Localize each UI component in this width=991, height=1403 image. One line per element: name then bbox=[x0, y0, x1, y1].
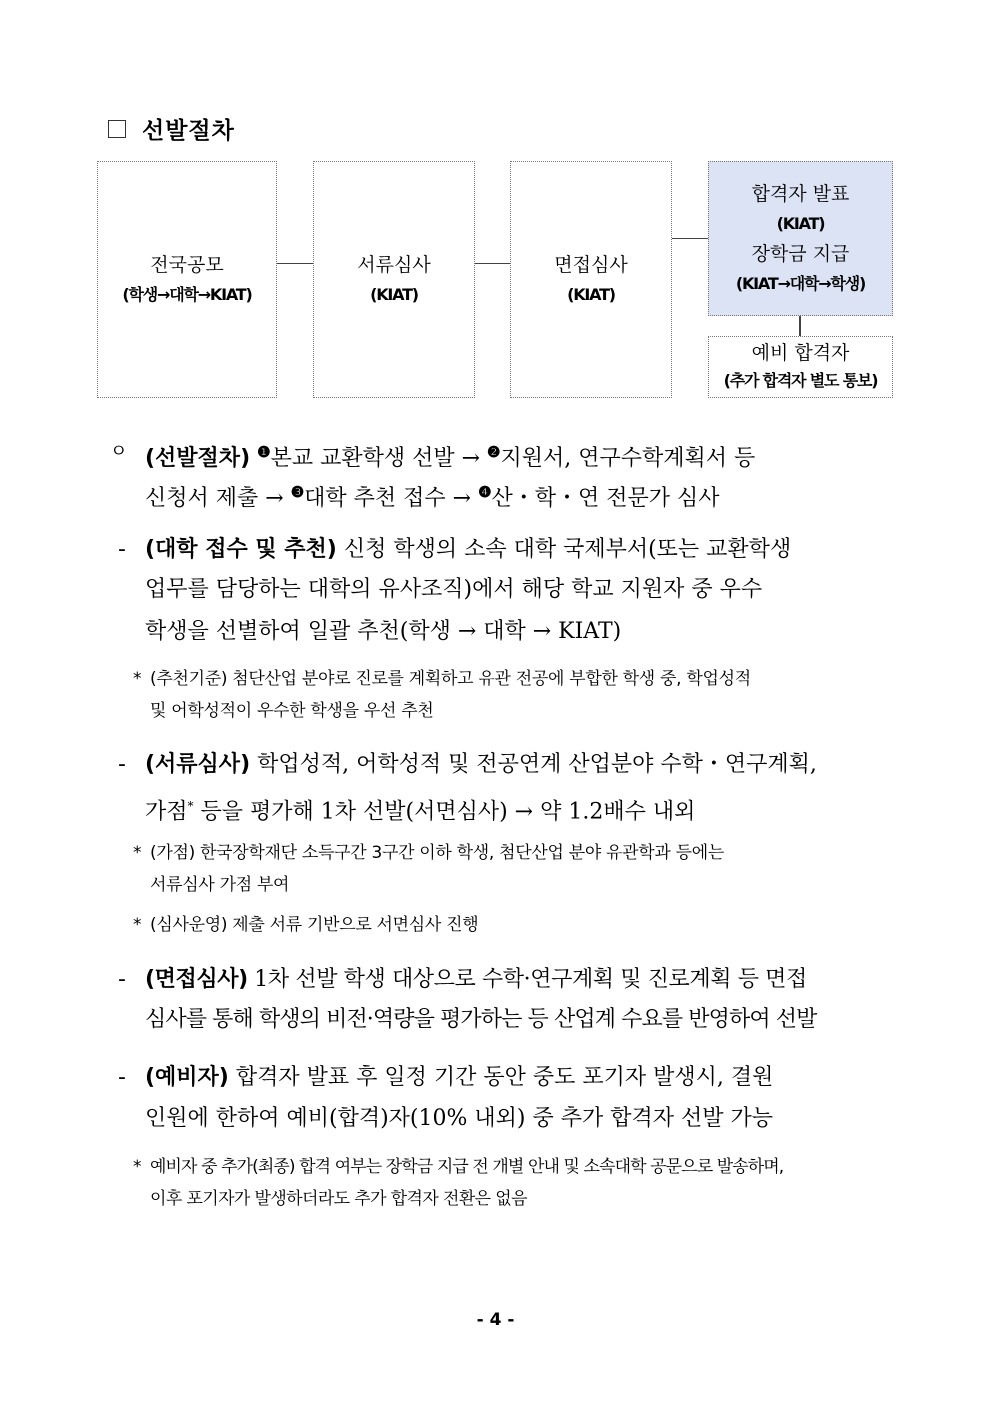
flow-box-announcement bbox=[708, 161, 893, 316]
note-marker: * bbox=[133, 843, 142, 863]
flow-box-sub: (KIAT) bbox=[370, 284, 418, 304]
flow-box-title: 합격자 발표 bbox=[751, 182, 850, 205]
note-marker: * bbox=[133, 1157, 142, 1177]
dash-bullet: - bbox=[118, 967, 126, 992]
item-label: (서류심사) bbox=[145, 752, 251, 777]
item-text: 등을 평가해 1차 선발(서면심사) → 약 1.2배수 내외 bbox=[193, 799, 696, 825]
section-title: 선발절차 bbox=[142, 118, 235, 144]
step-text: 산・학・연 전문가 심사 bbox=[491, 486, 720, 511]
connector-line bbox=[799, 316, 801, 336]
item-line bbox=[145, 745, 897, 785]
item-label: (대학 접수 및 추천) bbox=[145, 537, 337, 562]
flow-box-sub: (KIAT) bbox=[567, 284, 615, 304]
item-line bbox=[145, 960, 897, 1000]
step-text: 지원서, 연구수학계획서 등 bbox=[500, 446, 756, 471]
flow-box-sub: (KIAT→대학→학생) bbox=[735, 273, 866, 293]
main-bullet-label: (선발절차) bbox=[145, 446, 251, 471]
note-line: (심사운영) 제출 서류 기반으로 서면심사 진행 bbox=[150, 915, 479, 935]
flow-box-title: 서류심사 bbox=[357, 253, 431, 276]
dash-bullet: - bbox=[118, 1065, 126, 1090]
flow-box-reserve bbox=[708, 336, 893, 398]
step-number-3: ❸ bbox=[290, 483, 305, 501]
connector-line bbox=[672, 238, 708, 239]
item-text: 학업성적, 어학성적 및 전공연계 산업분야 수학・연구계획, bbox=[250, 752, 817, 777]
flow-box-title: 전국공모 bbox=[150, 253, 224, 276]
flow-box-title: 장학금 지급 bbox=[751, 242, 850, 265]
arrow-icon: → bbox=[265, 486, 284, 511]
connector-line bbox=[475, 263, 510, 264]
section-heading bbox=[108, 112, 235, 145]
connector-line bbox=[277, 263, 313, 264]
note-line: (가점) 한국장학재단 소득구간 3구간 이하 학생, 첨단산업 분야 유관학과 등에는 bbox=[150, 843, 725, 863]
flow-box-title: 면접심사 bbox=[554, 253, 628, 276]
item-text: 1차 선발 학생 대상으로 수학·연구계획 및 진로계획 등 면접 bbox=[247, 967, 807, 992]
item-line: 업무를 담당하는 대학의 유사조직)에서 해당 학교 지원자 중 우수 bbox=[145, 577, 763, 602]
dash-bullet: - bbox=[118, 752, 126, 777]
step-number-1: ❶ bbox=[257, 443, 271, 461]
step-text: 대학 추천 접수 bbox=[304, 486, 446, 511]
note-line: (추천기준) 첨단산업 분야로 진로를 계획하고 유관 전공에 부합한 학생 중, 학업성적 bbox=[150, 669, 751, 689]
item-line: 심사를 통해 학생의 비전·역량을 평가하는 등 산업계 수요를 반영하여 선발 bbox=[145, 1007, 817, 1032]
item-text: 신청 학생의 소속 대학 국제부서(또는 교환학생 bbox=[336, 537, 792, 562]
step-number-4: ❹ bbox=[478, 483, 492, 501]
item-line bbox=[145, 786, 897, 832]
item-text: 가점 bbox=[145, 799, 188, 825]
arrow-icon: → bbox=[461, 446, 481, 471]
page-number: - 4 - bbox=[476, 1310, 515, 1330]
item-text: 합격자 발표 후 일정 기간 동안 중도 포기자 발생시, 결원 bbox=[228, 1065, 774, 1090]
item-label: (면접심사) bbox=[145, 967, 248, 992]
flow-box-sub: (학생→대학→KIAT) bbox=[122, 284, 252, 304]
item-line: 인원에 한하여 예비(합격)자(10% 내외) 중 추가 합격자 선발 가능 bbox=[145, 1106, 773, 1131]
footnote-marker: * bbox=[187, 799, 194, 813]
step-text: 본교 교환학생 선발 bbox=[270, 446, 455, 471]
item-line bbox=[145, 1058, 897, 1098]
flow-box-public-recruitment bbox=[97, 161, 277, 398]
square-bullet-icon bbox=[108, 120, 126, 138]
note-line: 서류심사 가점 부여 bbox=[150, 875, 290, 895]
step-text: 신청서 제출 bbox=[145, 486, 259, 511]
step-number-2: ❷ bbox=[487, 443, 501, 461]
flow-box-sub: (추가 합격자 별도 통보) bbox=[723, 371, 878, 390]
flow-box-title: 예비 합격자 bbox=[751, 342, 850, 364]
note-line: 이후 포기자가 발생하더라도 추가 합격자 전환은 없음 bbox=[150, 1189, 527, 1209]
circle-bullet-icon: ㅇ bbox=[110, 441, 128, 462]
item-line bbox=[145, 530, 897, 570]
note-marker: * bbox=[133, 915, 142, 935]
note-marker: * bbox=[133, 669, 142, 689]
note-line: 예비자 중 추가(최종) 합격 여부는 장학금 지급 전 개별 안내 및 소속대학 공문으로 발송하며, bbox=[150, 1157, 784, 1177]
main-bullet-line-2 bbox=[145, 472, 897, 519]
dash-bullet: - bbox=[118, 537, 126, 562]
item-line: 학생을 선별하여 일괄 추천(학생 → 대학 → KIAT) bbox=[145, 619, 622, 644]
item-label: (예비자) bbox=[145, 1065, 229, 1090]
flow-box-interview bbox=[510, 161, 672, 398]
note-line: 및 어학성적이 우수한 학생을 우선 추천 bbox=[150, 701, 434, 721]
arrow-icon: → bbox=[452, 486, 472, 511]
flow-box-sub: (KIAT) bbox=[776, 213, 825, 233]
flow-box-document-review bbox=[313, 161, 475, 398]
